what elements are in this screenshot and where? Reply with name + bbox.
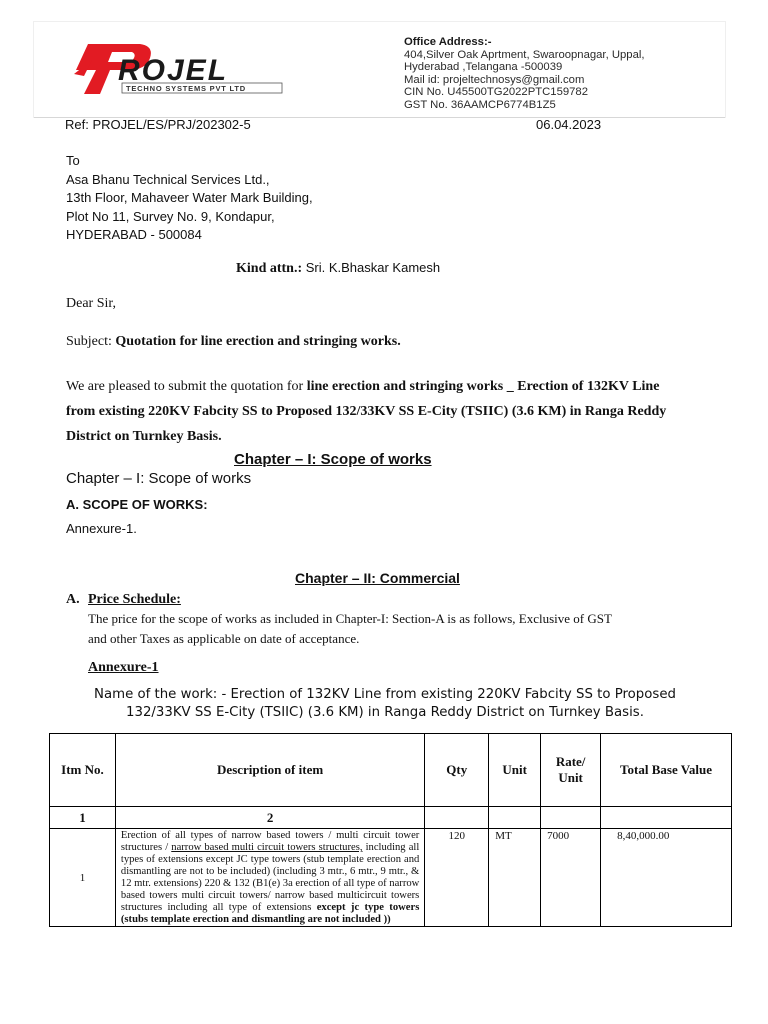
address-line: HYDERABAD - 500084: [66, 227, 202, 242]
to-label: To: [66, 153, 80, 168]
price-text-line: The price for the scope of works as included in Chapter-I: Section-A is as follows, Exclusive of GST: [88, 611, 612, 626]
reference-number: Ref: PROJEL/ES/PRJ/202302-5: [65, 117, 251, 132]
scope-text: Annexure-1.: [66, 521, 137, 536]
header-cell: Rate/ Unit: [541, 734, 601, 807]
chapter-1-repeat: Chapter – I: Scope of works: [66, 470, 252, 487]
header-cell: Description of item: [115, 734, 424, 807]
attn-label: Kind attn.:: [236, 261, 303, 276]
work-name-line: Name of the work: - Erection of 132KV Line from existing 220KV Fabcity SS to Proposed: [94, 687, 676, 702]
office-address-title: Office Address:-: [404, 36, 492, 48]
svg-text:ROJEL: ROJEL: [118, 54, 229, 87]
intro-paragraph: [66, 374, 706, 449]
intro-line-2: from existing 220KV Fabcity SS to Proposed 132/33KV SS E-City (TSIIC) (3.6 KM) in Ranga Reddy: [66, 404, 667, 419]
item-description: Erection of all types of narrow based towers / multi circuit tower structures / narrow based multi circuit towers structures, including all types of extensions except JC type towers (stub template erection and dismantling are not to be included) (including 3 mtr., 6 mtr., 9 mtr., & 12 mtr. extensions) 220 & 132 (B1(e) 3a erection of all type of narrow based towers multi circuit towers/ narrow based multicircuit towers structures including all type of extensions except jc type towers (stubs template erection and dismantling are not included )): [115, 829, 424, 927]
item-unit: MT: [489, 829, 541, 927]
header-cell: Total Base Value: [601, 734, 732, 807]
attn-name: Sri. K.Bhaskar Kamesh: [302, 260, 441, 275]
item-total: 8,40,000.00: [601, 829, 732, 927]
subject-line: [66, 334, 401, 350]
office-address: [404, 36, 714, 112]
item-rate: 7000: [541, 829, 601, 927]
header-cell: Unit: [489, 734, 541, 807]
intro-line-3: District on Turnkey Basis.: [66, 429, 222, 444]
salutation: Dear Sir,: [66, 296, 116, 311]
office-line: Mail id: projeltechnosys@gmail.com: [404, 73, 585, 86]
intro-bold: line erection and stringing works _ Erection of 132KV Line: [306, 379, 660, 394]
address-line: 13th Floor, Mahaveer Water Mark Building,: [66, 190, 313, 205]
annexure-title: Annexure-1: [88, 660, 159, 675]
office-line: Hyderabad ,Telangana -500039: [404, 61, 563, 74]
subject-text: Quotation for line erection and stringing works.: [115, 334, 401, 349]
work-name: [40, 686, 730, 721]
chapter-1-heading: Chapter – I: Scope of works: [234, 451, 432, 468]
scope-heading: A. SCOPE OF WORKS:: [66, 497, 208, 512]
numbering-cell: 1: [50, 807, 116, 829]
logo-subtext: TECHNO SYSTEMS PVT LTD: [126, 84, 246, 93]
projel-logo-icon: [70, 40, 290, 96]
intro-plain: We are pleased to submit the quotation for: [66, 379, 307, 394]
table-row: [50, 829, 732, 927]
numbering-cell: 2: [115, 807, 424, 829]
addressee-block: [66, 152, 313, 245]
price-table: [49, 733, 732, 927]
subject-label: Subject:: [66, 334, 116, 349]
header-cell: Qty: [425, 734, 489, 807]
chapter-2-heading: Chapter – II: Commercial: [295, 570, 460, 586]
item-number: 1: [50, 829, 116, 927]
address-line: Asa Bhanu Technical Services Ltd.,: [66, 171, 270, 187]
table-numbering-row: [50, 807, 732, 829]
address-line: Plot No 11, Survey No. 9, Kondapur,: [66, 208, 275, 224]
item-qty: 120: [425, 829, 489, 927]
office-line: 404,Silver Oak Aprtment, Swaroopnagar, Uppal,: [404, 48, 645, 61]
header-cell: Itm No.: [50, 734, 116, 807]
table-header-row: [50, 734, 732, 807]
price-text-line: and other Taxes as applicable on date of acceptance.: [88, 630, 360, 646]
office-line: CIN No. U45500TG2022PTC159782: [404, 86, 588, 99]
price-schedule-title: Price Schedule:: [88, 592, 181, 607]
work-name-line: 132/33KV SS E-City (TSIIC) (3.6 KM) in Ranga Reddy District on Turnkey Basis.: [126, 704, 644, 720]
company-logo: [70, 40, 290, 96]
office-line: GST No. 36AAMCP6774B1Z5: [404, 98, 556, 111]
price-item-letter: A.: [66, 592, 80, 607]
price-table-wrap: [49, 733, 732, 964]
price-description: [88, 609, 718, 648]
letter-date: 06.04.2023: [536, 117, 602, 132]
kind-attention: [236, 260, 440, 277]
